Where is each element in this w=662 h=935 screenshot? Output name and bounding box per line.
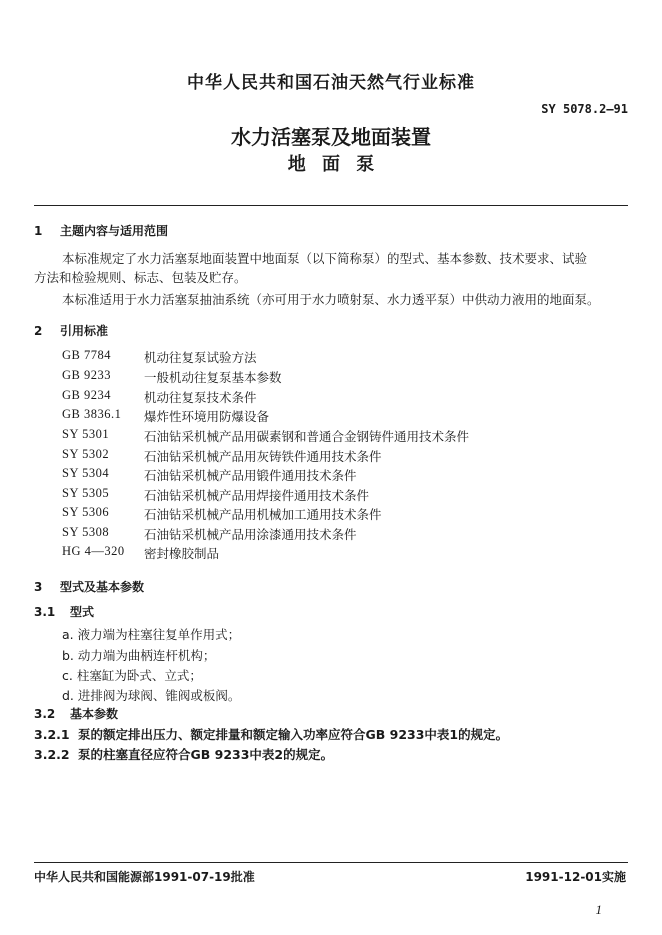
reference-title: 机动往复泵试验方法 bbox=[144, 350, 257, 365]
section-1-heading bbox=[34, 222, 168, 239]
standard-code: SY 5078.2—91 bbox=[541, 102, 628, 116]
reference-code: HG 4—320 bbox=[62, 544, 125, 558]
subsection-3-1-number: 3.1 bbox=[34, 605, 56, 619]
reference-title: 密封橡胶制品 bbox=[144, 546, 220, 561]
list-item: a. 液力端为柱塞往复单作用式； bbox=[62, 627, 241, 642]
section-1-title: 主题内容与适用范围 bbox=[60, 224, 169, 238]
effective-date: 1991-12-01实施 bbox=[525, 870, 626, 884]
clause-3-2-1 bbox=[34, 725, 508, 743]
reference-title: 石油钻采机械产品用锻件通用技术条件 bbox=[144, 468, 357, 483]
reference-title: 石油钻采机械产品用涂漆通用技术条件 bbox=[144, 527, 357, 542]
reference-code: SY 5308 bbox=[62, 525, 110, 539]
section-1-paragraph-1-line-2: 方法和检验规则、标志、包装及贮存。 bbox=[34, 270, 247, 285]
subsection-3-2-number: 3.2 bbox=[34, 707, 56, 721]
reference-title: 石油钻采机械产品用机械加工通用技术条件 bbox=[144, 507, 382, 522]
section-3-heading bbox=[34, 578, 144, 595]
reference-title: 一般机动往复泵基本参数 bbox=[144, 370, 282, 385]
list-item: c. 柱塞缸为卧式、立式； bbox=[62, 668, 202, 683]
reference-code: SY 5304 bbox=[62, 466, 110, 480]
list-item: b. 动力端为曲柄连杆机构； bbox=[62, 648, 216, 663]
subsection-3-2-heading bbox=[34, 705, 118, 722]
section-1-number: 1 bbox=[34, 224, 43, 238]
document-sub-title: 地 面 泵 bbox=[287, 154, 375, 175]
reference-code: SY 5301 bbox=[62, 427, 110, 441]
reference-code: SY 5306 bbox=[62, 505, 110, 519]
section-1-paragraph-2: 本标准适用于水力活塞泵抽油系统（亦可用于水力喷射泵、水力透平泵）中供动力液用的地面泵。 bbox=[62, 292, 600, 307]
clause-3-2-1-text: 泵的额定排出压力、额定排量和额定输入功率应符合GB 9233中表1的规定。 bbox=[78, 727, 509, 742]
subsection-3-1-heading bbox=[34, 603, 94, 620]
standard-category-title: 中华人民共和国石油天然气行业标准 bbox=[187, 73, 475, 93]
section-3-title: 型式及基本参数 bbox=[60, 580, 145, 594]
section-2-number: 2 bbox=[34, 324, 43, 338]
clause-3-2-2-number: 3.2.2 bbox=[34, 747, 70, 762]
reference-code: SY 5305 bbox=[62, 486, 110, 500]
header-divider bbox=[34, 205, 628, 206]
section-1-paragraph-1-line-1: 本标准规定了水力活塞泵地面装置中地面泵（以下简称泵）的型式、基本参数、技术要求、试验 bbox=[62, 251, 588, 266]
document-main-title: 水力活塞泵及地面装置 bbox=[231, 125, 431, 149]
section-2-heading bbox=[34, 322, 108, 339]
reference-title: 机动往复泵技术条件 bbox=[144, 390, 257, 405]
reference-title: 爆炸性环境用防爆设备 bbox=[144, 409, 270, 424]
clause-3-2-1-number: 3.2.1 bbox=[34, 727, 70, 742]
subsection-3-1-title: 型式 bbox=[70, 605, 95, 619]
list-item: d. 进排阀为球阀、锥阀或板阀。 bbox=[62, 688, 241, 703]
reference-code: SY 5302 bbox=[62, 447, 110, 461]
subsection-3-2-title: 基本参数 bbox=[70, 707, 119, 721]
reference-code: GB 9234 bbox=[62, 388, 111, 402]
section-3-number: 3 bbox=[34, 580, 43, 594]
reference-title: 石油钻采机械产品用焊接件通用技术条件 bbox=[144, 488, 370, 503]
reference-title: 石油钻采机械产品用碳素钢和普通合金钢铸件通用技术条件 bbox=[144, 429, 470, 444]
approval-statement: 中华人民共和国能源部1991-07-19批准 bbox=[34, 870, 255, 884]
clause-3-2-2 bbox=[34, 745, 333, 763]
clause-3-2-2-text: 泵的柱塞直径应符合GB 9233中表2的规定。 bbox=[78, 747, 334, 762]
reference-code: GB 3836.1 bbox=[62, 407, 122, 421]
footer-divider bbox=[34, 862, 628, 863]
reference-title: 石油钻采机械产品用灰铸铁件通用技术条件 bbox=[144, 449, 382, 464]
section-2-title: 引用标准 bbox=[60, 324, 109, 338]
reference-code: GB 9233 bbox=[62, 368, 111, 382]
page-number: 1 bbox=[595, 902, 602, 917]
reference-code: GB 7784 bbox=[62, 348, 111, 362]
